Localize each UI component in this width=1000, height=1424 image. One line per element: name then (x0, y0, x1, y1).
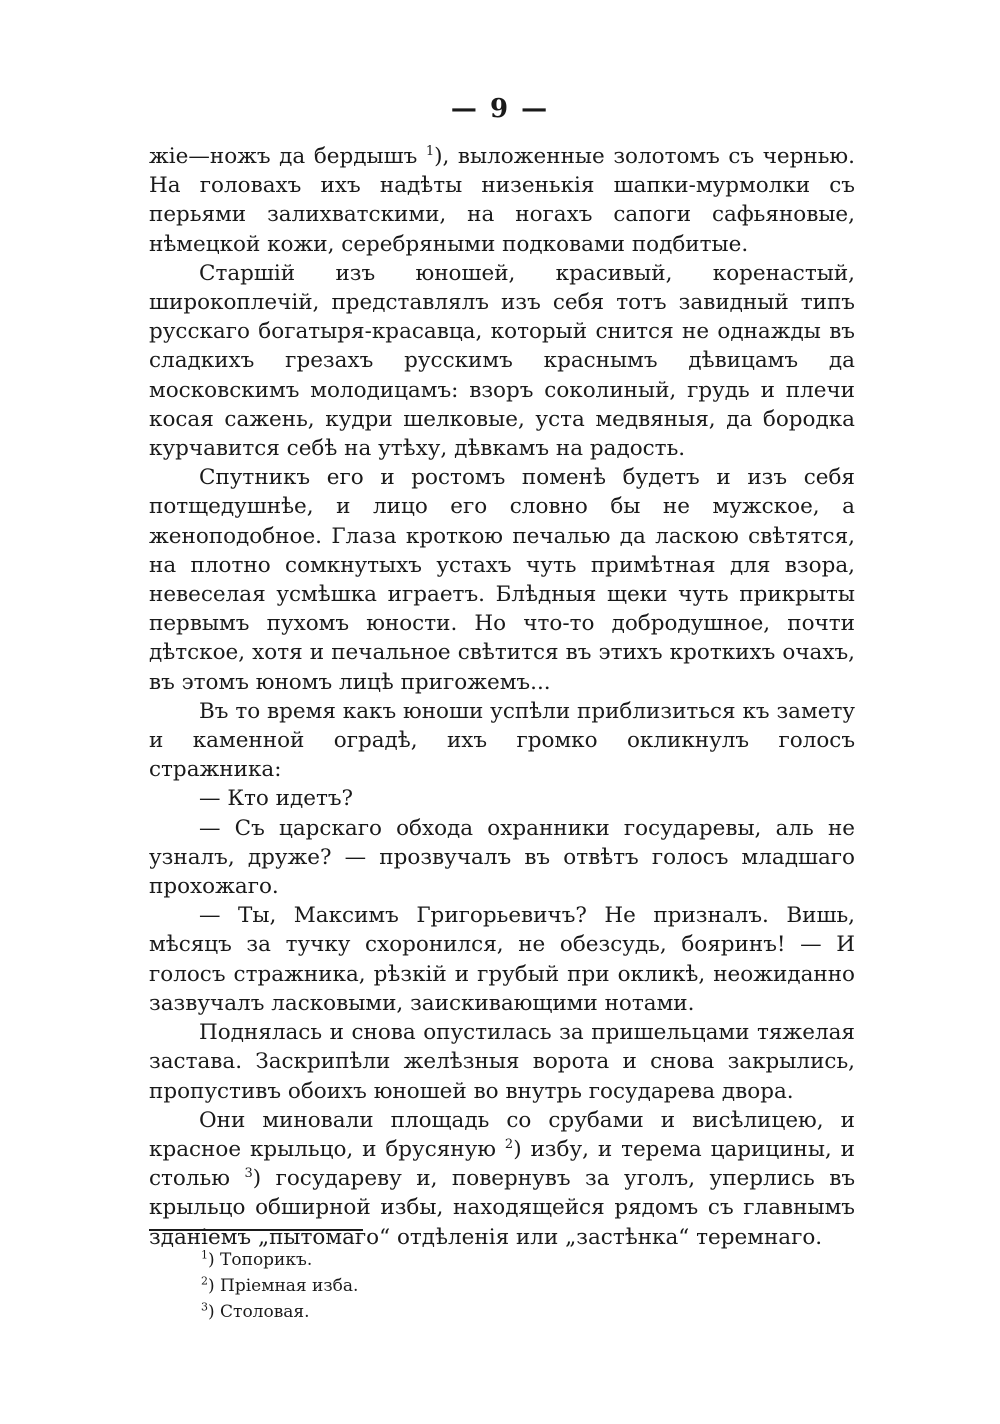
paragraph (149, 142, 855, 259)
footnote (201, 1299, 701, 1325)
footnotes (201, 1247, 701, 1325)
footnote-text: ) Столовая. (208, 1302, 310, 1322)
footnote (201, 1273, 701, 1299)
paragraph-text: — Кто идетъ? (199, 786, 354, 812)
paragraph-text: Въ то время какъ юноши успѣли приблизиться къ замету и каменной оградѣ, ихъ громко окликнулъ голосъ стражника: (149, 698, 855, 783)
footnote-marker: 3 (201, 1300, 208, 1314)
footnote-reference: 1 (425, 143, 435, 159)
paragraph-text: Спутникъ его и ростомъ поменѣ будетъ и изъ себя потщедушнѣе, и лицо его словно бы не мужское, а женоподобное. Глаза кроткою печалью да ласкою свѣтятся, на плотно сомкнутыхъ устахъ чуть примѣтная для взора, невеселая усмѣшка играетъ. Блѣдныя щеки чуть прикрыты первымъ пухомъ юности. Но что-то добродушное, почти дѣтское, хотя и печальное свѣтится въ этихъ кроткихъ очахъ, въ этомъ юномъ лицѣ пригожемъ... (149, 465, 855, 695)
paragraph-text: ) государеву и, повернувъ за уголъ, уперлись въ крыльцо обширной избы, находящейся рядомъ съ главнымъ зданіемъ „пытомаго“ отдѣленія или „застѣнка“ теремнаго. (149, 1166, 856, 1250)
footnote-text: ) Топорикъ. (208, 1250, 313, 1270)
paragraph (149, 259, 855, 463)
paragraph-text: ), выложенные золотомъ съ чернью. На головахъ ихъ надѣты низенькія шапки-мурмолки съ перьями залихватскими, на ногахъ сапоги сафьяновые, нѣмецкой кожи, серебряными подковами подбитые. (149, 144, 855, 257)
page-number: — 9 — (450, 94, 550, 124)
paragraph-text: — Съ царскаго обхода охранники государевы, аль не узналъ, друже? — прозвучалъ въ отвѣтъ голосъ младшаго прохожаго. (149, 815, 855, 900)
paragraph-text: ) избу, и терема царицины, и столью (149, 1136, 855, 1192)
body-text (149, 142, 855, 1252)
paragraph (149, 814, 855, 902)
paragraph (149, 784, 855, 813)
footnote-marker: 1 (201, 1248, 208, 1262)
paragraph-text: — Ты, Максимъ Григорьевичъ? Не призналъ. Вишь, мѣсяцъ за тучку схоронился, не обезсудь, бояринъ! — И голосъ стражника, рѣзкій и грубый при окликѣ, неожиданно зазвучалъ ласковыми, заискивающими нотами. (149, 903, 855, 1016)
footnote-reference: 3 (244, 1165, 253, 1181)
paragraph-text: Поднялась и снова опустилась за пришельцами тяжелая застава. Заскрипѣли желѣзныя ворота и снова закрылись, пропустивъ обоихъ юношей во внутрь государева двора. (149, 1020, 855, 1104)
footnote (201, 1247, 701, 1273)
footnote-text: ) Пріемная изба. (208, 1276, 359, 1296)
paragraph-text: жіе—ножъ да бердышъ (149, 144, 426, 169)
paragraph-text: Они миновали площадь со срубами и висѣлицею, и красное крыльцо, и брусяную (149, 1107, 855, 1162)
paragraph (149, 901, 855, 1018)
paragraph (149, 463, 855, 697)
footnote-marker: 2 (201, 1274, 208, 1288)
paragraph (149, 697, 855, 785)
paragraph (149, 1018, 855, 1106)
footnote-divider (149, 1229, 363, 1231)
paragraph-text: Старшій изъ юношей, красивый, коренастый, широкоплечій, представлялъ изъ себя тотъ завидный типъ русскаго богатыря-красавца, который снится не однажды въ сладкихъ грезахъ русскимъ краснымъ дѣвицамъ да московскимъ молодицамъ: взоръ соколиный, грудь и плечи косая сажень, кудри шелковые, уста медвяныя, да бородка курчавится себѣ на утѣху, дѣвкамъ на радость. (149, 260, 855, 462)
footnote-reference: 2 (504, 1136, 514, 1152)
